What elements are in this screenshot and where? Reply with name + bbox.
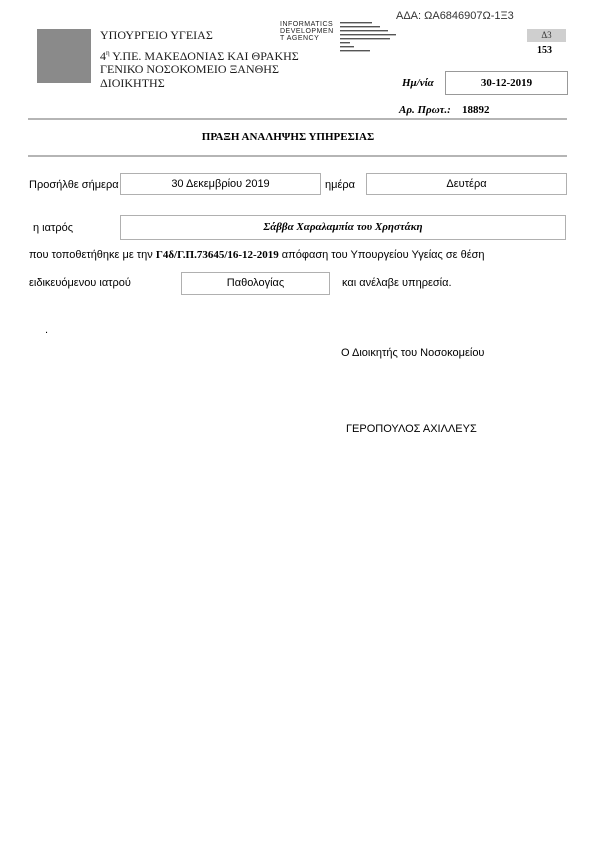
protocol-number: 18892 <box>462 104 490 116</box>
document-number: 153 <box>537 45 552 56</box>
ministry-name: ΥΠΟΥΡΓΕΙΟ ΥΓΕΙΑΣ <box>100 28 213 42</box>
signature-line-1: INFORMATICS <box>280 21 334 28</box>
appointment-sentence <box>29 249 485 261</box>
health-region-text: Υ.ΠΕ. ΜΑΚΕΔΟΝΙΑΣ ΚΑΙ ΘΡΑΚΗΣ <box>109 49 299 63</box>
ministry-logo <box>37 29 91 83</box>
signature-line-2: DEVELOPMEN <box>280 28 334 35</box>
signature-line-3: T AGENCY <box>280 35 320 42</box>
top-divider <box>28 118 567 120</box>
signatory-name: ΓΕΡΟΠΟΥΛΟΣ ΑΧΙΛΛΕΥΣ <box>346 423 477 435</box>
health-region-number: 4 <box>100 49 106 63</box>
day-field: Δευτέρα <box>366 173 567 195</box>
ada-code: ΑΔΑ: ΩΑ6846907Ω-1Ξ3 <box>396 10 514 22</box>
stray-dot: . <box>45 324 49 336</box>
digital-signature-stamp <box>280 21 400 42</box>
decision-reference: Γ4δ/Γ.Π.73645/16-12-2019 <box>155 249 279 261</box>
specialty-field: Παθολογίας <box>181 272 330 295</box>
date-label: Ημ/νία <box>402 77 434 89</box>
day-label: ημέρα <box>325 179 355 191</box>
health-region-superscript: η <box>106 49 110 57</box>
hospital-name: ΓΕΝΙΚΟ ΝΟΣΟΚΟΜΕΙΟ ΞΑΝΘΗΣ <box>100 62 279 76</box>
date-field: 30-12-2019 <box>445 71 568 95</box>
document-code-badge: Δ3 <box>527 29 566 42</box>
appointed-prefix: που τοποθετήθηκε με την <box>29 249 153 261</box>
took-office-text: και ανέλαβε υπηρεσία. <box>342 277 452 289</box>
presented-label: Προσήλθε σήμερα <box>29 179 119 191</box>
doctor-name-field: Σάββα Χαραλαμπία του Χρηστάκη <box>120 215 566 240</box>
health-region <box>100 46 299 63</box>
presented-date-field: 30 Δεκεμβρίου 2019 <box>120 173 321 195</box>
closing-role: Ο Διοικητής του Νοσοκομείου <box>341 347 485 359</box>
signature-fine-print <box>340 21 400 57</box>
intern-label: ειδικευόμενου ιατρού <box>29 277 131 289</box>
directorate: ΔΙΟΙΚΗΤΗΣ <box>100 76 165 90</box>
appointed-suffix: απόφαση του Υπουργείου Υγείας σε θέση <box>281 249 485 261</box>
doctor-label: η ιατρός <box>33 222 73 234</box>
document-title: ΠΡΑΞΗ ΑΝΑΛΗΨΗΣ ΥΠΗΡΕΣΙΑΣ <box>201 131 375 143</box>
title-divider <box>28 155 567 157</box>
protocol-label: Αρ. Πρωτ.: <box>399 104 451 116</box>
